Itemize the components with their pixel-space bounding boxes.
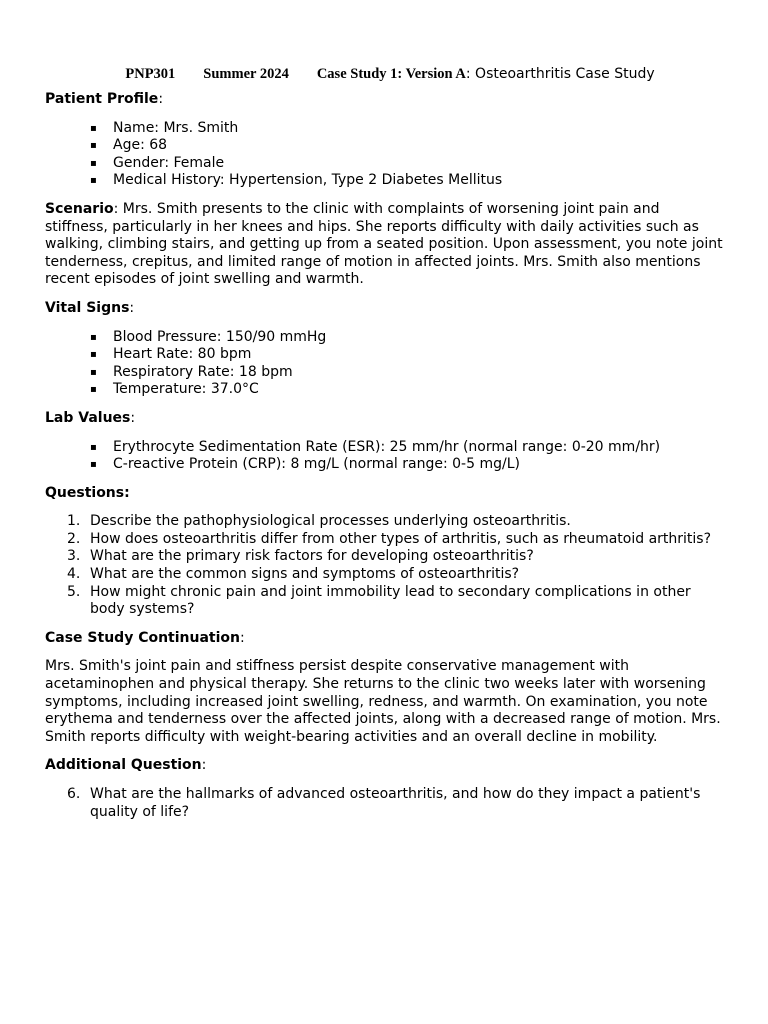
bullet-icon: ▪ (90, 122, 97, 134)
bullet-icon: ▪ (90, 459, 97, 471)
scenario-paragraph (45, 201, 725, 289)
bullet-icon: ▪ (90, 175, 97, 187)
list-item: 2. How does osteoarthritis differ from other types of arthritis, such as rheumatoid arthritis? (67, 530, 712, 547)
term-label: Summer 2024 (203, 66, 289, 82)
bullet-icon: ▪ (90, 441, 97, 453)
list-item: ▪ Blood Pressure: 150/90 mmHg (90, 328, 327, 345)
bullet-icon: ▪ (90, 331, 97, 343)
lab-values-heading: Lab Values: (45, 409, 136, 426)
bullet-icon: ▪ (90, 366, 97, 378)
lab-values-list (45, 439, 725, 474)
question-number: 2. (67, 530, 81, 547)
case-label: Case Study 1: Version A (316, 66, 466, 82)
question-number: 4. (67, 566, 81, 583)
list-item: ▪ Temperature: 37.0°C (90, 381, 259, 398)
list-item: 3. What are the primary risk factors for developing osteoarthritis? (67, 548, 534, 565)
list-item: 5. How might chronic pain and joint immobility lead to secondary complications in other body systems? (67, 583, 691, 618)
patient-profile-heading: Patient Profile: (45, 91, 164, 107)
question-number: 3. (67, 548, 81, 565)
scenario-label: Scenario (45, 200, 114, 217)
list-item: 6. What are the hallmarks of advanced osteoarthritis, and how do they impact a patient's quality of life? (67, 786, 701, 820)
document-header (45, 63, 725, 85)
bullet-icon: ▪ (90, 157, 97, 169)
additional-question-heading: Additional Question: (45, 757, 207, 774)
list-item: ▪ C-reactive Protein (CRP): 8 mg/L (normal range: 0-5 mg/L) (90, 456, 520, 473)
bullet-icon: ▪ (90, 349, 97, 361)
bullet-icon: ▪ (90, 140, 97, 152)
list-item: ▪ Heart Rate: 80 bpm (90, 346, 252, 363)
list-item: ▪ Gender: Female (90, 154, 225, 171)
list-item: ▪ Age: 68 (90, 137, 168, 154)
question-number: 6. (67, 786, 81, 802)
question-number: 5. (67, 583, 81, 600)
list-item: 4. What are the common signs and symptoms of osteoarthritis? (67, 566, 520, 583)
questions-list (45, 513, 725, 619)
course-code: PNP301 (125, 66, 176, 82)
additional-question-list (45, 786, 725, 821)
continuation-paragraph: Mrs. Smith's joint pain and stiffness persist despite conservative management with acetaminophen and physical therapy. She returns to the clinic two weeks later with worsening symptoms, including increased joint swelling, redness, and warmth. On examination, you note erythema and tenderness over the affected joints, along with a decreased range of motion. Mrs. Smith reports difficulty with weight-bearing activities and an overall decline in mobility. (45, 658, 721, 745)
case-title: : Osteoarthritis Case Study (465, 66, 655, 82)
vital-signs-list (45, 329, 725, 399)
list-item: ▪ Respiratory Rate: 18 bpm (90, 363, 293, 380)
bullet-icon: ▪ (90, 384, 97, 396)
patient-profile-list (45, 120, 725, 190)
continuation-heading: Case Study Continuation: (45, 629, 245, 646)
question-number: 1. (67, 513, 81, 530)
list-item: ▪ Erythrocyte Sedimentation Rate (ESR): 25 mm/hr (normal range: 0-20 mm/hr) (90, 438, 661, 455)
document-page (45, 63, 725, 832)
list-item: ▪ Name: Mrs. Smith (90, 119, 239, 136)
questions-heading: Questions: (45, 484, 130, 501)
list-item: ▪ Medical History: Hypertension, Type 2 Diabetes Mellitus (90, 172, 503, 189)
list-item: 1. Describe the pathophysiological processes underlying osteoarthritis. (67, 513, 571, 530)
scenario-text: : Mrs. Smith presents to the clinic with complaints of worsening joint pain and stiffness, particularly in her knees and hips. She reports difficulty with daily activities such as walking, climbing stairs, and getting up from a seated position. Upon assessment, you note joint tenderness, crepitus, and limited range of motion in affected joints. Mrs. Smith also mentions recent episodes of joint swelling and warmth. (45, 200, 723, 288)
vital-signs-heading: Vital Signs: (45, 299, 135, 316)
